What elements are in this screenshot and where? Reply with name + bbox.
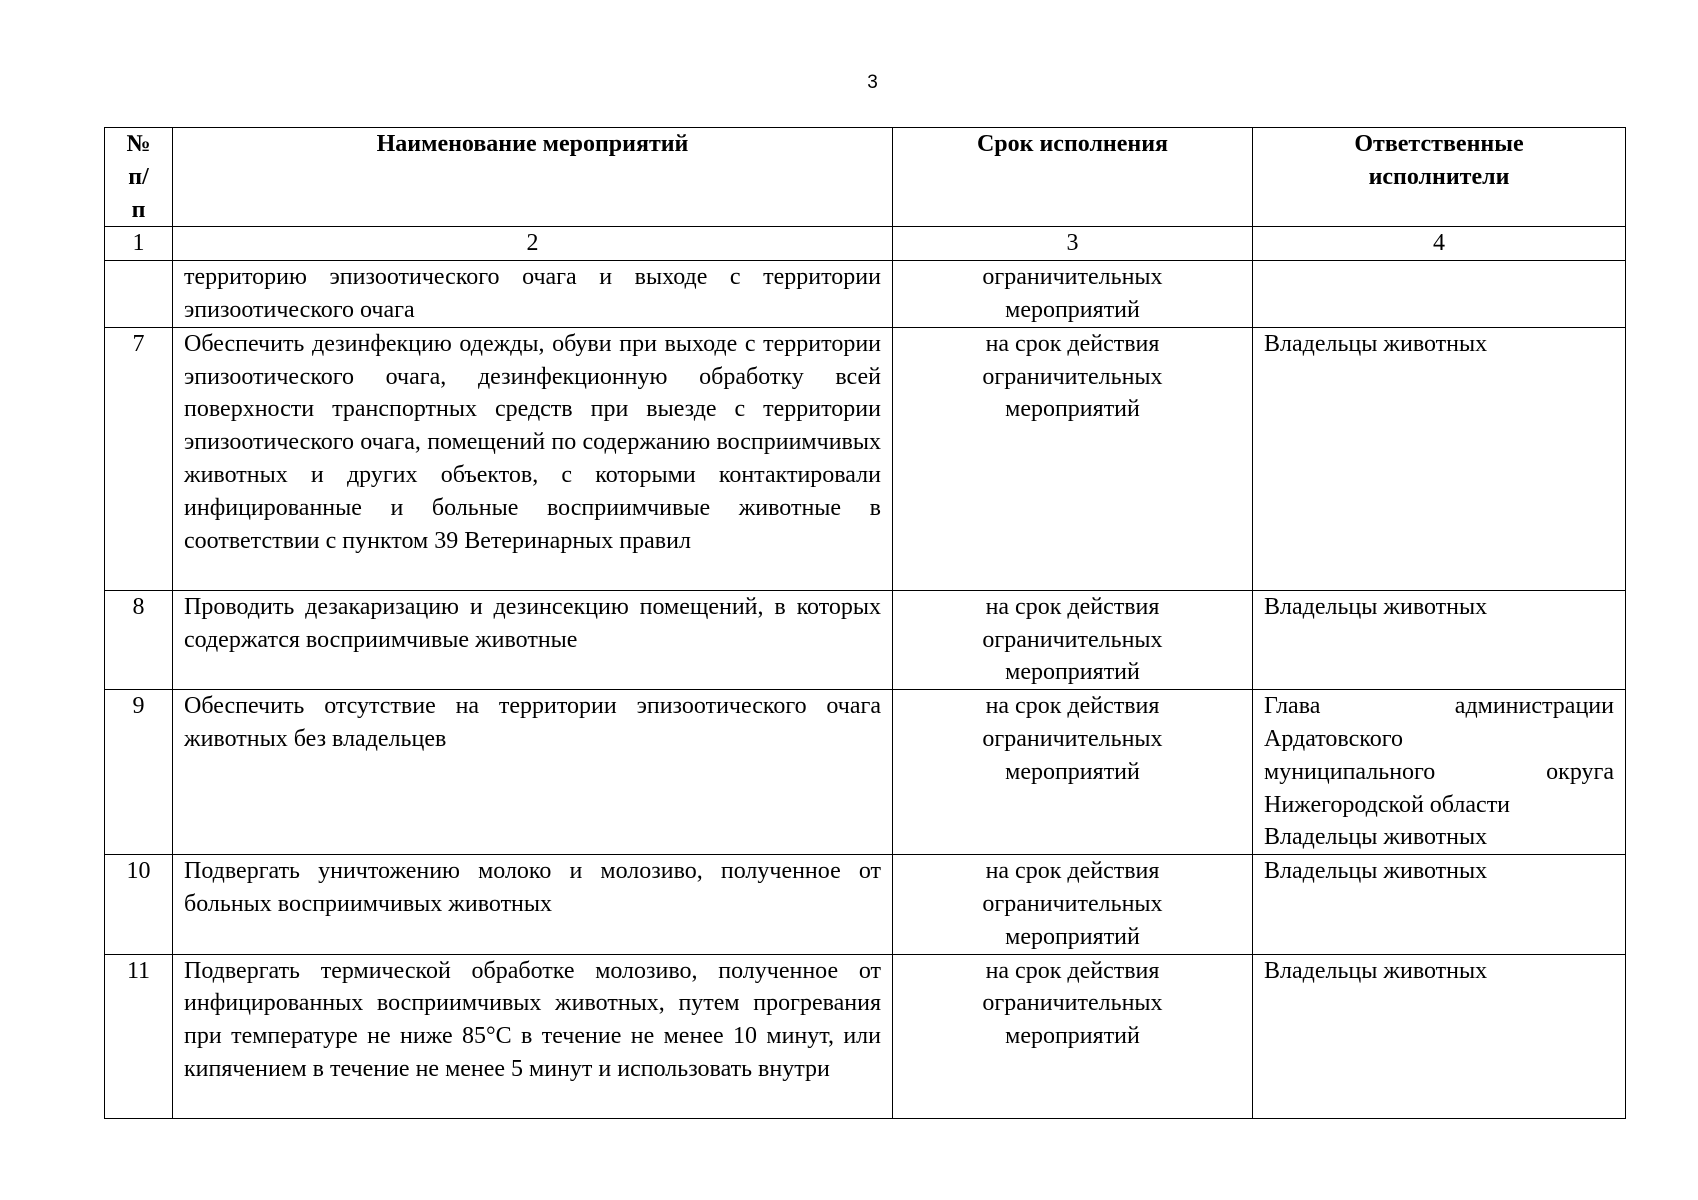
measure-responsible — [1253, 690, 1626, 855]
table-row — [105, 954, 1626, 1118]
table-header-row — [105, 128, 1626, 227]
column-number-row — [105, 227, 1626, 261]
responsible-line: Нижегородской области — [1264, 791, 1511, 818]
row-number: 11 — [105, 954, 173, 1118]
row-number: 9 — [105, 690, 173, 855]
measure-name: Проводить дезакаризацию и дезинсекцию помещений, в которых содержатся восприимчивые животные — [173, 590, 893, 689]
measure-deadline: на срок действия ограничительных мероприятий — [893, 590, 1253, 689]
row-number: 10 — [105, 855, 173, 954]
measure-name: Подвергать термической обработке молозиво, полученное от инфицированных восприимчивых животных, путем прогревания при температуре не ниже 85°C в течение не менее 10 минут, или кипячением в течение не менее 5 минут и использовать внутри — [173, 954, 893, 1118]
measure-responsible: Владельцы животных — [1253, 327, 1626, 590]
measure-deadline: на срок действия ограничительных мероприятий — [893, 855, 1253, 954]
table-row — [105, 590, 1626, 689]
column-number: 3 — [893, 227, 1253, 261]
table-row — [105, 690, 1626, 855]
column-number: 2 — [173, 227, 893, 261]
table-row — [105, 261, 1626, 328]
measure-deadline: на срок действия ограничительных мероприятий — [893, 327, 1253, 590]
page-number: 3 — [867, 72, 878, 93]
table-row — [105, 855, 1626, 954]
measure-name: Подвергать уничтожению молоко и молозиво, полученное от больных восприимчивых животных — [173, 855, 893, 954]
measure-responsible — [1253, 261, 1626, 328]
measure-name: Обеспечить отсутствие на территории эпизоотического очага животных без владельцев — [173, 690, 893, 855]
row-number: 8 — [105, 590, 173, 689]
responsible-line: муниципального округа — [1264, 758, 1614, 785]
table-row — [105, 327, 1626, 590]
measure-deadline: ограничительных мероприятий — [893, 261, 1253, 328]
header-responsible: Ответственные исполнители — [1253, 128, 1626, 227]
measure-name: территорию эпизоотического очага и выходе с территории эпизоотического очага — [173, 261, 893, 328]
measure-deadline: на срок действия ограничительных мероприятий — [893, 954, 1253, 1118]
column-number: 1 — [105, 227, 173, 261]
measure-responsible: Владельцы животных — [1253, 590, 1626, 689]
measure-responsible: Владельцы животных — [1253, 954, 1626, 1118]
row-number: 7 — [105, 327, 173, 590]
header-deadline: Срок исполнения — [893, 128, 1253, 227]
measures-table — [104, 127, 1626, 1119]
row-number — [105, 261, 173, 328]
measure-responsible: Владельцы животных — [1253, 855, 1626, 954]
measure-deadline: на срок действия ограничительных мероприятий — [893, 690, 1253, 855]
column-number: 4 — [1253, 227, 1626, 261]
responsible-line: Ардатовского — [1264, 725, 1403, 752]
header-number: № п/п — [105, 128, 173, 227]
responsible-line: Владельцы животных — [1264, 824, 1488, 851]
measure-name: Обеспечить дезинфекцию одежды, обуви при выходе с территории эпизоотического очага, дезинфекционную обработку всей поверхности транспортных средств при выезде с территории эпизоотического очага, помещений по содержанию восприимчивых животных и других объектов, с которыми контактировали инфицированные и больные восприимчивые животные в соответствии с пунктом 39 Ветеринарных правил — [173, 327, 893, 590]
header-name: Наименование мероприятий — [173, 128, 893, 227]
responsible-line: Глава администрации — [1264, 693, 1614, 720]
